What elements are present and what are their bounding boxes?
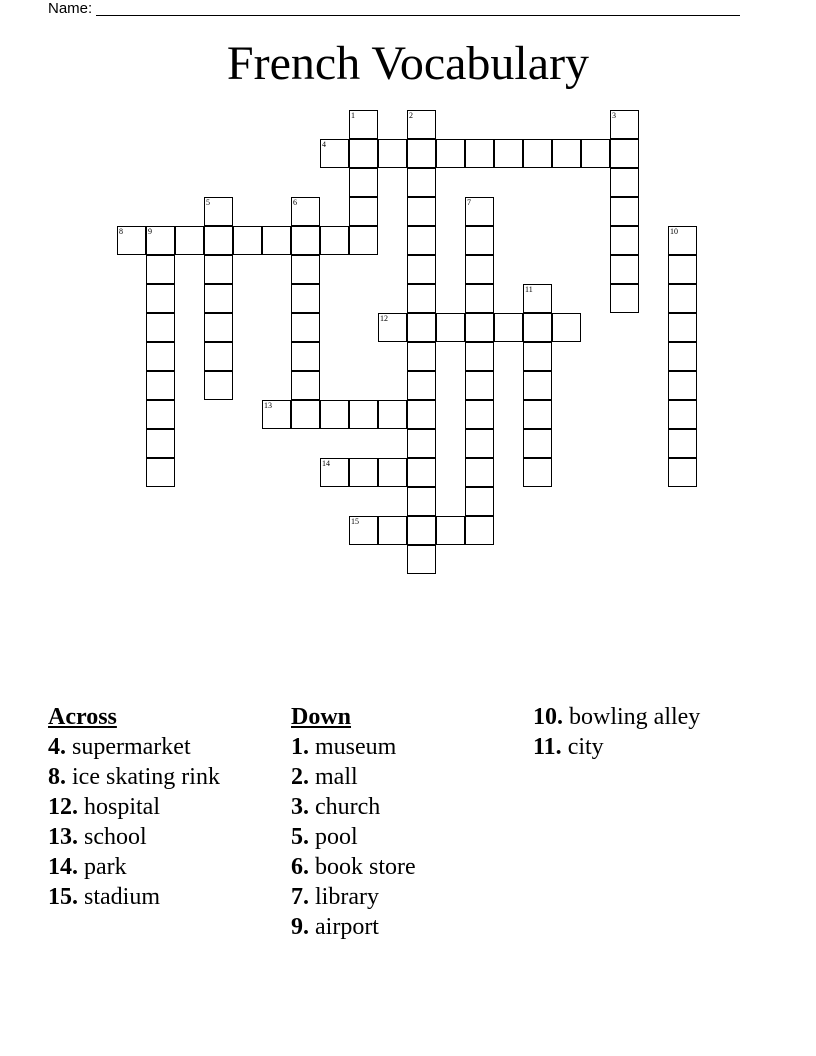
grid-cell[interactable] bbox=[117, 226, 146, 255]
grid-cell[interactable] bbox=[349, 110, 378, 139]
down-clues bbox=[291, 702, 491, 942]
grid-cell[interactable] bbox=[610, 168, 639, 197]
grid-cell[interactable] bbox=[436, 516, 465, 545]
grid-cell[interactable] bbox=[407, 400, 436, 429]
grid-cell[interactable] bbox=[407, 197, 436, 226]
clue-item bbox=[291, 852, 491, 882]
grid-cell[interactable] bbox=[349, 516, 378, 545]
grid-cell[interactable] bbox=[494, 313, 523, 342]
grid-cell[interactable] bbox=[378, 458, 407, 487]
clue-item bbox=[291, 792, 491, 822]
clue-number: 9 bbox=[148, 227, 152, 236]
clue-item-text: airport bbox=[309, 914, 379, 940]
clue-item-number: 2. bbox=[291, 764, 309, 790]
clue-item-number: 7. bbox=[291, 884, 309, 910]
grid-cell[interactable] bbox=[291, 197, 320, 226]
across-heading: Across bbox=[48, 704, 117, 730]
clue-item-text: mall bbox=[309, 764, 358, 790]
grid-cell[interactable] bbox=[581, 139, 610, 168]
grid-cell[interactable] bbox=[378, 139, 407, 168]
clue-item-number: 12. bbox=[48, 794, 78, 820]
clue-item-text: museum bbox=[309, 734, 397, 760]
grid-cell[interactable] bbox=[146, 255, 175, 284]
grid-cell[interactable] bbox=[668, 313, 697, 342]
grid-cell[interactable] bbox=[291, 313, 320, 342]
grid-cell[interactable] bbox=[668, 400, 697, 429]
grid-cell[interactable] bbox=[349, 168, 378, 197]
clue-item bbox=[533, 702, 773, 732]
grid-cell[interactable] bbox=[465, 400, 494, 429]
grid-cell[interactable] bbox=[320, 139, 349, 168]
grid-cell[interactable] bbox=[349, 139, 378, 168]
grid-cell[interactable] bbox=[291, 255, 320, 284]
page-title: French Vocabulary bbox=[226, 37, 590, 90]
clue-number: 14 bbox=[322, 459, 330, 468]
grid-cell[interactable] bbox=[204, 371, 233, 400]
grid-cell[interactable] bbox=[465, 284, 494, 313]
clue-item-text: church bbox=[309, 794, 381, 820]
clue-item-text: library bbox=[309, 884, 379, 910]
grid-cell[interactable] bbox=[407, 487, 436, 516]
grid-cell[interactable] bbox=[610, 255, 639, 284]
grid-cell[interactable] bbox=[146, 429, 175, 458]
clue-item-number: 3. bbox=[291, 794, 309, 820]
grid-cell[interactable] bbox=[320, 458, 349, 487]
grid-cell[interactable] bbox=[146, 371, 175, 400]
clue-number: 13 bbox=[264, 401, 272, 410]
clue-item-number: 9. bbox=[291, 914, 309, 940]
grid-cell[interactable] bbox=[349, 197, 378, 226]
grid-cell[interactable] bbox=[378, 400, 407, 429]
grid-cell[interactable] bbox=[610, 284, 639, 313]
clue-item bbox=[48, 882, 233, 912]
grid-cell[interactable] bbox=[146, 313, 175, 342]
clue-number: 15 bbox=[351, 517, 359, 526]
grid-cell[interactable] bbox=[320, 400, 349, 429]
grid-cell[interactable] bbox=[610, 139, 639, 168]
grid-cell[interactable] bbox=[407, 545, 436, 574]
grid-cell[interactable] bbox=[204, 226, 233, 255]
clue-item-text: city bbox=[561, 734, 604, 760]
clue-item bbox=[291, 822, 491, 852]
clue-item bbox=[291, 882, 491, 912]
clue-item bbox=[48, 792, 233, 822]
grid-cell[interactable] bbox=[378, 516, 407, 545]
grid-cell[interactable] bbox=[465, 458, 494, 487]
clue-item-text: supermarket bbox=[66, 734, 191, 760]
grid-cell[interactable] bbox=[349, 458, 378, 487]
clue-number: 2 bbox=[409, 111, 413, 120]
grid-cell[interactable] bbox=[407, 429, 436, 458]
grid-cell[interactable] bbox=[465, 429, 494, 458]
grid-cell[interactable] bbox=[291, 342, 320, 371]
clue-number: 7 bbox=[467, 198, 471, 207]
clue-item-text: stadium bbox=[78, 884, 160, 910]
grid-cell[interactable] bbox=[668, 342, 697, 371]
grid-cell[interactable] bbox=[233, 226, 262, 255]
grid-cell[interactable] bbox=[262, 226, 291, 255]
grid-cell[interactable] bbox=[436, 313, 465, 342]
grid-cell[interactable] bbox=[668, 226, 697, 255]
grid-cell[interactable] bbox=[494, 139, 523, 168]
grid-cell[interactable] bbox=[407, 110, 436, 139]
grid-cell[interactable] bbox=[204, 342, 233, 371]
clue-number: 3 bbox=[612, 111, 616, 120]
grid-cell[interactable] bbox=[552, 139, 581, 168]
grid-cell[interactable] bbox=[407, 458, 436, 487]
grid-cell[interactable] bbox=[291, 284, 320, 313]
grid-cell[interactable] bbox=[204, 284, 233, 313]
grid-cell[interactable] bbox=[146, 284, 175, 313]
grid-cell[interactable] bbox=[262, 400, 291, 429]
grid-cell[interactable] bbox=[523, 342, 552, 371]
grid-cell[interactable] bbox=[349, 226, 378, 255]
grid-cell[interactable] bbox=[175, 226, 204, 255]
grid-cell[interactable] bbox=[146, 342, 175, 371]
grid-cell[interactable] bbox=[204, 255, 233, 284]
down-heading: Down bbox=[291, 704, 352, 730]
clue-number: 10 bbox=[670, 227, 678, 236]
grid-cell[interactable] bbox=[407, 313, 436, 342]
grid-cell[interactable] bbox=[465, 139, 494, 168]
grid-cell[interactable] bbox=[407, 342, 436, 371]
grid-cell[interactable] bbox=[407, 371, 436, 400]
clue-item-text: book store bbox=[309, 854, 416, 880]
grid-cell[interactable] bbox=[465, 226, 494, 255]
clue-item bbox=[291, 762, 491, 792]
clue-item-text: hospital bbox=[78, 794, 160, 820]
grid-cell[interactable] bbox=[668, 371, 697, 400]
clue-item-text: school bbox=[78, 824, 147, 850]
grid-cell[interactable] bbox=[465, 516, 494, 545]
clue-number: 8 bbox=[119, 227, 123, 236]
clue-item-number: 5. bbox=[291, 824, 309, 850]
grid-cell[interactable] bbox=[610, 226, 639, 255]
grid-cell[interactable] bbox=[523, 139, 552, 168]
clue-item-text: ice skating rink bbox=[66, 764, 220, 790]
grid-cell[interactable] bbox=[523, 371, 552, 400]
clue-item-text: bowling alley bbox=[563, 704, 701, 730]
clue-item-number: 6. bbox=[291, 854, 309, 880]
grid-cell[interactable] bbox=[523, 284, 552, 313]
clue-number: 1 bbox=[351, 111, 355, 120]
grid-cell[interactable] bbox=[465, 197, 494, 226]
clue-number: 5 bbox=[206, 198, 210, 207]
grid-cell[interactable] bbox=[146, 226, 175, 255]
grid-cell[interactable] bbox=[436, 139, 465, 168]
clue-item-number: 4. bbox=[48, 734, 66, 760]
clue-number: 12 bbox=[380, 314, 388, 323]
grid-cell[interactable] bbox=[378, 313, 407, 342]
grid-cell[interactable] bbox=[523, 313, 552, 342]
clue-item bbox=[48, 732, 233, 762]
grid-cell[interactable] bbox=[552, 313, 581, 342]
clue-item-number: 8. bbox=[48, 764, 66, 790]
grid-cell[interactable] bbox=[465, 255, 494, 284]
name-label: Name: bbox=[48, 0, 93, 17]
clue-number: 6 bbox=[293, 198, 297, 207]
grid-cell[interactable] bbox=[291, 226, 320, 255]
clue-number: 4 bbox=[322, 140, 326, 149]
clue-item-text: pool bbox=[309, 824, 358, 850]
grid-cell[interactable] bbox=[146, 458, 175, 487]
clue-item-text: park bbox=[78, 854, 127, 880]
clue-item-number: 13. bbox=[48, 824, 78, 850]
grid-cell[interactable] bbox=[465, 313, 494, 342]
grid-cell[interactable] bbox=[668, 255, 697, 284]
grid-cell[interactable] bbox=[610, 110, 639, 139]
clue-item-number: 14. bbox=[48, 854, 78, 880]
grid-cell[interactable] bbox=[320, 226, 349, 255]
grid-cell[interactable] bbox=[349, 400, 378, 429]
grid-cell[interactable] bbox=[523, 458, 552, 487]
grid-cell[interactable] bbox=[407, 226, 436, 255]
grid-cell[interactable] bbox=[407, 168, 436, 197]
clue-number: 11 bbox=[525, 285, 533, 294]
grid-cell[interactable] bbox=[668, 284, 697, 313]
clue-item-number: 11. bbox=[533, 734, 562, 760]
grid-cell[interactable] bbox=[610, 197, 639, 226]
clue-item bbox=[48, 762, 233, 792]
clue-item-number: 1. bbox=[291, 734, 309, 760]
grid-cell[interactable] bbox=[465, 342, 494, 371]
grid-cell[interactable] bbox=[146, 400, 175, 429]
clue-item bbox=[48, 852, 233, 882]
clue-item bbox=[48, 822, 233, 852]
clue-item bbox=[291, 732, 491, 762]
grid-cell[interactable] bbox=[668, 458, 697, 487]
grid-cell[interactable] bbox=[291, 371, 320, 400]
clue-item-number: 15. bbox=[48, 884, 78, 910]
clue-item bbox=[533, 732, 773, 762]
grid-cell[interactable] bbox=[465, 487, 494, 516]
down-clues-continued bbox=[533, 702, 773, 762]
grid-cell[interactable] bbox=[407, 139, 436, 168]
grid-cell[interactable] bbox=[407, 284, 436, 313]
grid-cell[interactable] bbox=[523, 400, 552, 429]
clue-item-number: 10. bbox=[533, 704, 563, 730]
grid-cell[interactable] bbox=[523, 429, 552, 458]
grid-cell[interactable] bbox=[291, 400, 320, 429]
clue-item bbox=[291, 912, 491, 942]
grid-cell[interactable] bbox=[668, 429, 697, 458]
grid-cell[interactable] bbox=[204, 197, 233, 226]
grid-cell[interactable] bbox=[204, 313, 233, 342]
across-clues bbox=[48, 702, 233, 912]
grid-cell[interactable] bbox=[465, 371, 494, 400]
grid-cell[interactable] bbox=[407, 516, 436, 545]
grid-cell[interactable] bbox=[407, 255, 436, 284]
